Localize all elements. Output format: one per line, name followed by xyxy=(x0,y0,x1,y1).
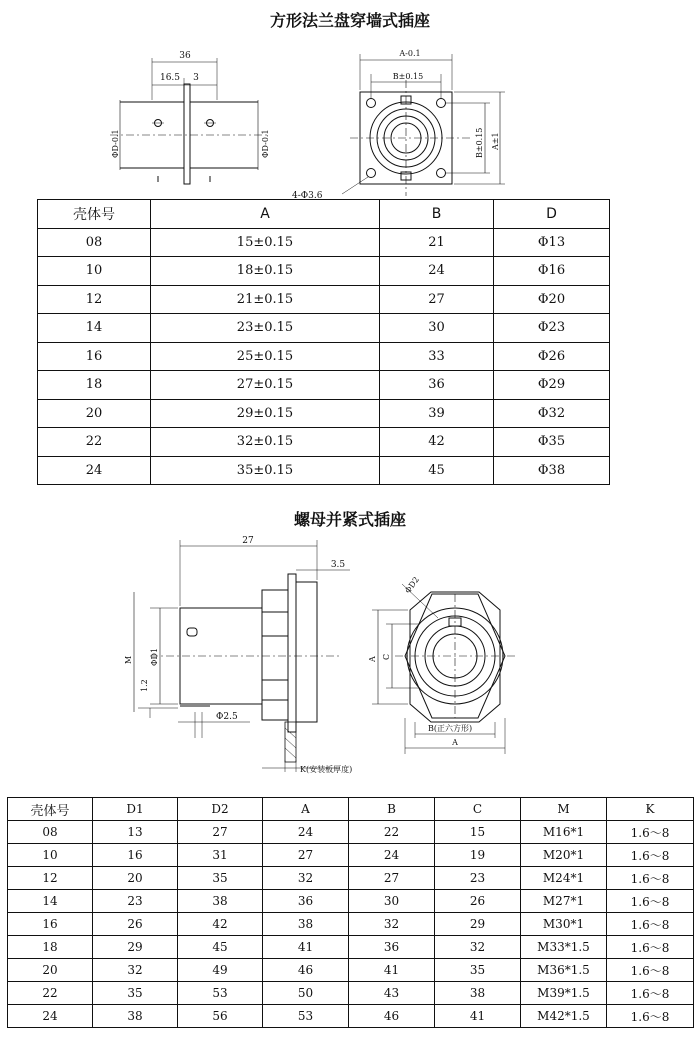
dim-a-side2: A xyxy=(368,656,377,662)
table-cell: Φ23 xyxy=(494,314,610,343)
flange-socket-drawing xyxy=(0,40,700,200)
table-cell: 19 xyxy=(435,844,521,867)
table-cell: 26 xyxy=(435,890,521,913)
table-cell: 29 xyxy=(435,913,521,936)
table-cell: 27 xyxy=(178,821,263,844)
table-cell: 1.6～8 xyxy=(607,959,694,982)
table-row xyxy=(38,456,610,485)
dim-phi2-5: Φ2.5 xyxy=(216,712,238,722)
table-cell: 20 xyxy=(8,959,93,982)
dim-phid-left: ΦD-0.1 xyxy=(111,129,120,158)
table-cell: 24 xyxy=(8,1005,93,1028)
table-cell: M42*1.5 xyxy=(521,1005,607,1028)
table-cell: 24 xyxy=(380,257,494,286)
table-row xyxy=(38,428,610,457)
table-cell: 27±0.15 xyxy=(151,371,380,400)
table-cell: 1.6～8 xyxy=(607,1005,694,1028)
section1-title: 方形法兰盘穿墙式插座 xyxy=(269,11,430,30)
table-cell: 53 xyxy=(263,1005,349,1028)
header-a: A xyxy=(151,200,380,229)
table-cell: 41 xyxy=(349,959,435,982)
table-cell: Φ26 xyxy=(494,342,610,371)
table-cell: 1.6～8 xyxy=(607,890,694,913)
table-cell: 15 xyxy=(435,821,521,844)
table-cell: 25±0.15 xyxy=(151,342,380,371)
table-cell: 30 xyxy=(349,890,435,913)
table-cell: 14 xyxy=(38,314,151,343)
table-cell: 38 xyxy=(263,913,349,936)
header-shell-size: 壳体号 xyxy=(38,200,151,229)
table-cell: 1.6～8 xyxy=(607,982,694,1005)
table-cell: M33*1.5 xyxy=(521,936,607,959)
table-cell: 36 xyxy=(349,936,435,959)
table-cell: 41 xyxy=(435,1005,521,1028)
header-m: M xyxy=(521,798,607,821)
table-cell: 36 xyxy=(263,890,349,913)
table-row xyxy=(8,890,694,913)
table-cell: 41 xyxy=(263,936,349,959)
dim-k: K(安装板厚度) xyxy=(300,765,353,774)
table-cell: 32 xyxy=(93,959,178,982)
table-cell: 31 xyxy=(178,844,263,867)
table-cell: 21±0.15 xyxy=(151,285,380,314)
table-cell: 10 xyxy=(8,844,93,867)
header-k: K xyxy=(607,798,694,821)
dim-phid-right: ΦD-0.1 xyxy=(261,129,270,158)
dim-1-2: 1.2 xyxy=(140,679,149,692)
header-shell-size: 壳体号 xyxy=(8,798,93,821)
table-cell: 50 xyxy=(263,982,349,1005)
table-row xyxy=(8,913,694,936)
table-cell: 15±0.15 xyxy=(151,228,380,257)
table-cell: 08 xyxy=(8,821,93,844)
table-cell: 46 xyxy=(263,959,349,982)
table-row xyxy=(38,285,610,314)
table-cell: M39*1.5 xyxy=(521,982,607,1005)
table-cell: 32 xyxy=(349,913,435,936)
table-row xyxy=(8,867,694,890)
table-cell: M30*1 xyxy=(521,913,607,936)
dim-27: 27 xyxy=(242,536,254,546)
table-cell: 29±0.15 xyxy=(151,399,380,428)
table-cell: 24 xyxy=(38,456,151,485)
dim-a-bottom: A xyxy=(452,738,458,747)
table-cell: 12 xyxy=(38,285,151,314)
table-cell: M20*1 xyxy=(521,844,607,867)
table-cell: Φ32 xyxy=(494,399,610,428)
table-cell: M27*1 xyxy=(521,890,607,913)
table-cell: 23 xyxy=(93,890,178,913)
dim-b-top: B±0.15 xyxy=(392,72,424,81)
table-row xyxy=(8,1005,694,1028)
table-cell: 13 xyxy=(93,821,178,844)
table-row xyxy=(38,399,610,428)
locknut-socket-table xyxy=(7,797,694,1028)
table-row xyxy=(38,228,610,257)
table-cell: Φ20 xyxy=(494,285,610,314)
table-row xyxy=(8,844,694,867)
table-cell: 1.6～8 xyxy=(607,821,694,844)
table-cell: 36 xyxy=(380,371,494,400)
section2-title: 螺母并紧式插座 xyxy=(293,510,406,529)
table-cell: 22 xyxy=(349,821,435,844)
header-d1: D1 xyxy=(93,798,178,821)
header-d2: D2 xyxy=(178,798,263,821)
table-cell: 30 xyxy=(380,314,494,343)
table-cell: 16 xyxy=(93,844,178,867)
table-cell: 35±0.15 xyxy=(151,456,380,485)
dim-16-5: 16.5 xyxy=(159,73,181,83)
dim-3: 3 xyxy=(193,73,199,83)
table-cell: M24*1 xyxy=(521,867,607,890)
dim-m: M xyxy=(124,655,133,664)
table-cell: 20 xyxy=(38,399,151,428)
dim-a-top: A-0.1 xyxy=(399,49,421,58)
table-row xyxy=(8,982,694,1005)
table-cell: 42 xyxy=(178,913,263,936)
table-cell: 27 xyxy=(380,285,494,314)
table-cell: 39 xyxy=(380,399,494,428)
table-cell: 38 xyxy=(178,890,263,913)
table-cell: Φ29 xyxy=(494,371,610,400)
table-header-row xyxy=(8,798,694,821)
table-cell: 29 xyxy=(93,936,178,959)
table-cell: Φ38 xyxy=(494,456,610,485)
dim-b-hex: B(正六方形) xyxy=(428,724,473,733)
dim-a-side: A±1 xyxy=(491,132,500,150)
table-cell: 53 xyxy=(178,982,263,1005)
locknut-socket-drawing xyxy=(0,532,700,787)
dim-phid2: ΦD2 xyxy=(403,575,421,596)
table-cell: 46 xyxy=(349,1005,435,1028)
table-cell: M36*1.5 xyxy=(521,959,607,982)
dim-b-side: B±0.15 xyxy=(475,127,484,158)
header-d: D xyxy=(494,200,610,229)
table-cell: 35 xyxy=(93,982,178,1005)
table-cell: 42 xyxy=(380,428,494,457)
table-cell: 26 xyxy=(93,913,178,936)
table-cell: 24 xyxy=(349,844,435,867)
table-cell: 1.6～8 xyxy=(607,936,694,959)
table-cell: 22 xyxy=(38,428,151,457)
table-cell: 35 xyxy=(178,867,263,890)
table-cell: Φ13 xyxy=(494,228,610,257)
table-header-row xyxy=(38,200,610,229)
table-cell: 32±0.15 xyxy=(151,428,380,457)
table-cell: 14 xyxy=(8,890,93,913)
table-cell: 20 xyxy=(93,867,178,890)
table-cell: 12 xyxy=(8,867,93,890)
table-cell: Φ16 xyxy=(494,257,610,286)
table-row xyxy=(38,342,610,371)
table-row xyxy=(8,959,694,982)
table-cell: 38 xyxy=(93,1005,178,1028)
table-cell: 27 xyxy=(263,844,349,867)
table-cell: 18±0.15 xyxy=(151,257,380,286)
table-row xyxy=(8,821,694,844)
table-cell: 33 xyxy=(380,342,494,371)
table-cell: 22 xyxy=(8,982,93,1005)
table-cell: Φ35 xyxy=(494,428,610,457)
table-cell: 08 xyxy=(38,228,151,257)
dim-phid1: ΦD1 xyxy=(150,647,159,666)
table-cell: 10 xyxy=(38,257,151,286)
header-a: A xyxy=(263,798,349,821)
table-row xyxy=(38,314,610,343)
dim-holes: 4-Φ3.6 xyxy=(292,191,323,200)
table-cell: 45 xyxy=(380,456,494,485)
table-cell: 1.6～8 xyxy=(607,844,694,867)
table-cell: 56 xyxy=(178,1005,263,1028)
table-cell: 27 xyxy=(349,867,435,890)
dim-c: C xyxy=(382,653,391,660)
table-cell: 18 xyxy=(8,936,93,959)
table-cell: 32 xyxy=(263,867,349,890)
table-cell: 1.6～8 xyxy=(607,867,694,890)
table-cell: 23±0.15 xyxy=(151,314,380,343)
header-b: B xyxy=(349,798,435,821)
header-b: B xyxy=(380,200,494,229)
table-cell: 49 xyxy=(178,959,263,982)
flange-socket-table xyxy=(37,199,610,485)
table-row xyxy=(8,936,694,959)
table-row xyxy=(38,371,610,400)
table-cell: 21 xyxy=(380,228,494,257)
dim-3-5: 3.5 xyxy=(330,560,346,570)
table-cell: 23 xyxy=(435,867,521,890)
table-cell: 32 xyxy=(435,936,521,959)
dim-36: 36 xyxy=(179,51,191,61)
table-row xyxy=(38,257,610,286)
table-cell: 38 xyxy=(435,982,521,1005)
table-cell: 16 xyxy=(38,342,151,371)
table-cell: 24 xyxy=(263,821,349,844)
table-cell: 35 xyxy=(435,959,521,982)
table-cell: 16 xyxy=(8,913,93,936)
table-cell: M16*1 xyxy=(521,821,607,844)
table-cell: 1.6～8 xyxy=(607,913,694,936)
table-cell: 43 xyxy=(349,982,435,1005)
header-c: C xyxy=(435,798,521,821)
table-cell: 45 xyxy=(178,936,263,959)
table-cell: 18 xyxy=(38,371,151,400)
